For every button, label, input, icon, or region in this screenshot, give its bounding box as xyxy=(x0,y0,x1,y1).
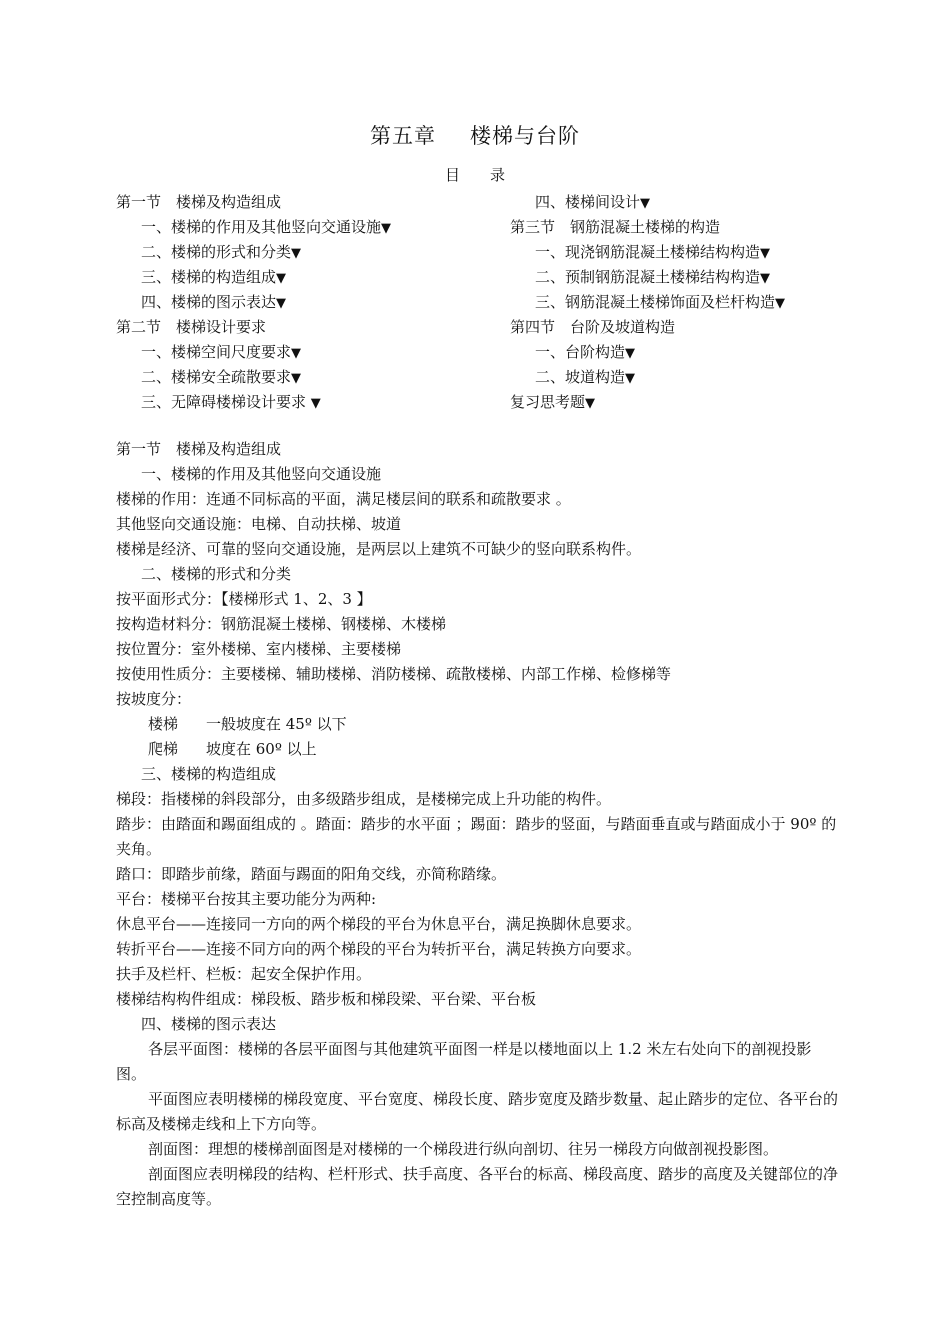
triangle-down-icon[interactable]: ▼ xyxy=(381,221,392,236)
paragraph: 按平面形式分：【楼梯形式 1、2、3 】 xyxy=(116,590,372,608)
paragraph: 扶手及栏杆、栏板：起安全保护作用。 xyxy=(116,965,372,983)
toc-right-item[interactable] xyxy=(510,265,785,290)
toc-item-label: 第一节 楼梯及构造组成 xyxy=(116,193,282,211)
triangle-down-icon[interactable]: ▼ xyxy=(640,196,651,211)
triangle-down-icon[interactable]: ▼ xyxy=(760,246,771,261)
slope-row-ladder xyxy=(116,737,840,762)
paragraph: 休息平台——连接同一方向的两个梯段的平台为休息平台，满足换脚休息要求。 xyxy=(116,915,642,933)
toc-left-item[interactable] xyxy=(116,265,391,290)
toc-left-item[interactable] xyxy=(116,190,391,215)
toc-item-label: 三、楼梯的构造组成 xyxy=(141,268,277,286)
document-body xyxy=(116,437,840,1212)
paragraph: 剖面图应表明梯段的结构、栏杆形式、扶手高度、各平台的标高、梯段高度、踏步的高度及关键部位的净空控制高度等。 xyxy=(116,1165,839,1208)
subsection-heading: 二、楼梯的形式和分类 xyxy=(141,565,292,583)
toc-left-item[interactable] xyxy=(116,290,391,315)
paragraph: 各层平面图：楼梯的各层平面图与其他建筑平面图一样是以楼地面以上 1.2 米左右处向下的剖视投影图。 xyxy=(116,1040,812,1083)
toc-right-item[interactable] xyxy=(510,240,785,265)
paragraph: 按使用性质分：主要楼梯、辅助楼梯、消防楼梯、疏散楼梯、内部工作梯、检修梯等 xyxy=(116,665,672,683)
triangle-down-icon[interactable]: ▼ xyxy=(291,371,302,386)
toc-right-item[interactable] xyxy=(510,215,785,240)
paragraph: 楼梯的作用：连通不同标高的平面，满足楼层间的联系和疏散要求 。 xyxy=(116,490,571,508)
triangle-down-icon[interactable]: ▼ xyxy=(775,296,786,311)
paragraph: 踏口：即踏步前缘，踏面与踢面的阳角交线，亦简称踏缘。 xyxy=(116,865,507,883)
toc-heading xyxy=(0,164,950,185)
toc-item-label: 一、台阶构造 xyxy=(535,343,626,361)
paragraph: 剖面图：理想的楼梯剖面图是对楼梯的一个梯段进行纵向剖切、往另一梯段方向做剖视投影图。 xyxy=(148,1140,779,1158)
toc-left-item[interactable] xyxy=(116,240,391,265)
paragraph: 踏步：由踏面和踢面组成的 。踏面：踏步的水平面 ；踢面：踏步的竖面，与踏面垂直或与踏面成小于 90º 的夹角。 xyxy=(116,815,837,858)
toc-right-item[interactable] xyxy=(510,365,785,390)
toc-item-label: 复习思考题 xyxy=(510,393,586,411)
chapter-name: 楼梯与台阶 xyxy=(470,124,580,148)
toc-item-label: 四、楼梯的图示表达 xyxy=(141,293,277,311)
paragraph: 平面图应表明楼梯的梯段宽度、平台宽度、梯段长度、踏步宽度及踏步数量、起止踏步的定位、各平台的标高及楼梯走线和上下方向等。 xyxy=(116,1090,839,1133)
slope-value: 一般坡度在 45º 以下 xyxy=(206,715,347,733)
paragraph: 按坡度分： xyxy=(116,690,192,708)
paragraph: 转折平台——连接不同方向的两个梯段的平台为转折平台，满足转换方向要求。 xyxy=(116,940,642,958)
triangle-down-icon[interactable]: ▼ xyxy=(310,396,321,411)
toc-item-label: 第二节 楼梯设计要求 xyxy=(116,318,267,336)
toc-item-label: 第四节 台阶及坡道构造 xyxy=(510,318,676,336)
subsection-heading: 一、楼梯的作用及其他竖向交通设施 xyxy=(141,465,382,483)
toc-left-item[interactable] xyxy=(116,340,391,365)
toc-right-item[interactable] xyxy=(510,315,785,340)
subsection-heading: 四、楼梯的图示表达 xyxy=(141,1015,277,1033)
triangle-down-icon[interactable]: ▼ xyxy=(291,346,302,361)
triangle-down-icon[interactable]: ▼ xyxy=(291,246,302,261)
paragraph: 楼梯结构构件组成：梯段板、踏步板和梯段梁、平台梁、平台板 xyxy=(116,990,537,1008)
toc-left-item[interactable] xyxy=(116,215,391,240)
toc-item-label: 三、钢筋混凝土楼梯饰面及栏杆构造 xyxy=(535,293,776,311)
paragraph: 楼梯是经济、可靠的竖向交通设施，是两层以上建筑不可缺少的竖向联系构件。 xyxy=(116,540,642,558)
toc-right-item[interactable] xyxy=(510,190,785,215)
toc-left-column xyxy=(116,190,391,415)
toc-item-label: 第三节 钢筋混凝土楼梯的构造 xyxy=(510,218,721,236)
slope-value: 坡度在 60º 以上 xyxy=(206,740,317,758)
toc-item-label: 二、楼梯的形式和分类 xyxy=(141,243,292,261)
slope-key: 楼梯 xyxy=(148,715,179,733)
triangle-down-icon[interactable]: ▼ xyxy=(276,271,287,286)
toc-left-item[interactable] xyxy=(116,390,391,415)
toc-right-item[interactable] xyxy=(510,340,785,365)
triangle-down-icon[interactable]: ▼ xyxy=(276,296,287,311)
slope-key: 爬梯 xyxy=(148,740,179,758)
toc-item-label: 三、无障碍楼梯设计要求 xyxy=(141,393,311,411)
toc-right-item[interactable] xyxy=(510,290,785,315)
toc-item-label: 一、楼梯的作用及其他竖向交通设施 xyxy=(141,218,382,236)
toc-right-column xyxy=(510,190,785,415)
section-heading: 第一节 楼梯及构造组成 xyxy=(116,440,282,458)
triangle-down-icon[interactable]: ▼ xyxy=(625,371,636,386)
triangle-down-icon[interactable]: ▼ xyxy=(760,271,771,286)
chapter-title xyxy=(0,120,950,150)
paragraph: 梯段：指楼梯的斜段部分，由多级踏步组成，是楼梯完成上升功能的构件。 xyxy=(116,790,612,808)
toc-left-item[interactable] xyxy=(116,315,391,340)
toc-heading-char-1: 目 xyxy=(444,166,460,184)
toc-item-label: 二、楼梯安全疏散要求 xyxy=(141,368,292,386)
toc-left-item[interactable] xyxy=(116,365,391,390)
toc-item-label: 二、坡道构造 xyxy=(535,368,626,386)
chapter-number: 第五章 xyxy=(370,124,436,148)
toc-item-label: 一、楼梯空间尺度要求 xyxy=(141,343,292,361)
toc-item-label: 一、现浇钢筋混凝土楼梯结构构造 xyxy=(535,243,761,261)
paragraph: 其他竖向交通设施：电梯、自动扶梯、坡道 xyxy=(116,515,402,533)
triangle-down-icon[interactable]: ▼ xyxy=(585,396,596,411)
paragraph: 平台：楼梯平台按其主要功能分为两种: xyxy=(116,890,377,908)
toc-right-item[interactable] xyxy=(510,390,785,415)
slope-row-stair xyxy=(116,712,840,737)
triangle-down-icon[interactable]: ▼ xyxy=(625,346,636,361)
toc-heading-char-2: 录 xyxy=(490,166,506,184)
toc-item-label: 二、预制钢筋混凝土楼梯结构构造 xyxy=(535,268,761,286)
toc-item-label: 四、楼梯间设计 xyxy=(535,193,641,211)
paragraph: 按构造材料分：钢筋混凝土楼梯、钢楼梯、木楼梯 xyxy=(116,615,447,633)
subsection-heading: 三、楼梯的构造组成 xyxy=(141,765,277,783)
paragraph: 按位置分：室外楼梯、室内楼梯、主要楼梯 xyxy=(116,640,402,658)
